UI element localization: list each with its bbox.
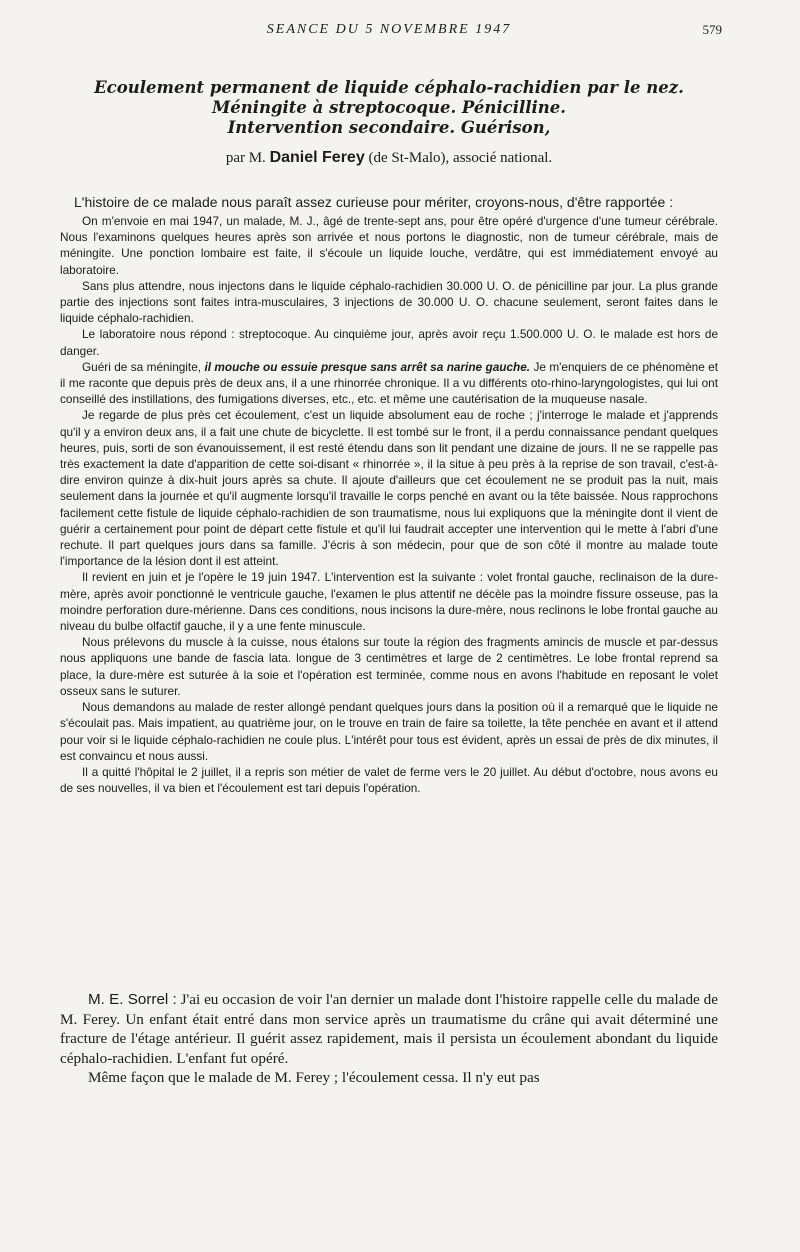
paragraph-3: Le laboratoire nous répond : streptocoque. Au cinquième jour, après avoir reçu 1.500.000 U. O. le malade est hors de danger. <box>60 327 718 358</box>
discussion-text-1: J'ai eu occasion de voir l'an dernier un malade dont l'histoire rappelle celle du malade de M. Ferey. Un enfant était entré dans mon service après un traumatisme du crâne qui avait déterminé une fracture de l'étage antérieur. Il guérit assez rapidement, mais il persista un écoulement abondant du liquide céphalo-rachidien. L'enfant fut opéré. <box>60 991 718 1067</box>
speaker-name: M. E. Sorrel : <box>88 991 177 1008</box>
title-line-2: Méningite à streptocoque. Pénicilline. <box>211 98 567 117</box>
discussion-paragraph-2: Même façon que le malade de M. Ferey ; l'écoulement cessa. Il n'y eut pas <box>88 1069 540 1087</box>
lead-paragraph: L'histoire de ce malade nous paraît assez curieuse pour mériter, croyons-nous, d'être rapportée : <box>74 194 674 210</box>
paragraph-8: Nous demandons au malade de rester allongé pendant quelques jours dans la position où il a remarqué que le liquide ne s'écoulait pas. Mais impatient, au quatrième jour, on le trouve en train de faire sa toilette, la tête penchée en avant et il attend pour voir si le liquide céphalo-rachidien ne coule plus. L'intérêt pour tous est évident, après un essai de près de dix minutes, il est convaincu et nous aussi. <box>60 700 718 763</box>
running-head <box>60 22 722 42</box>
discussion <box>60 990 718 1088</box>
paragraph-4-emphasis: il mouche ou essuie presque sans arrêt sa narine gauche. <box>204 359 531 374</box>
byline-suffix: (de St-Malo), associé national. <box>368 150 553 166</box>
paragraph-1: On m'envoie en mai 1947, un malade, M. J., âgé de trente-sept ans, pour être opéré d'urgence d'une tumeur cérébrale. Nous l'examinons quelques heures après son arrivée et nous portons le diagnostic, non de tumeur cérébrale, mais de méningite. Une ponction lombaire est faite, il s'écoule un liquide louche, verdâtre, qui est immédiatement envoyé au laboratoire. <box>60 214 718 277</box>
paragraph-4-start: Guéri de sa méningite, <box>82 359 205 374</box>
article-body <box>60 193 718 796</box>
article-title <box>60 78 718 138</box>
author-name: Daniel Ferey <box>269 149 365 166</box>
page-number: 579 <box>702 22 722 37</box>
discussion-paragraph-1 <box>60 990 718 1068</box>
byline-prefix: par M. <box>225 150 266 166</box>
title-line-1: Ecoulement permanent de liquide céphalo-rachidien par le nez. <box>94 78 684 97</box>
running-head-title: SEANCE DU 5 NOVEMBRE 1947 <box>266 22 512 37</box>
paragraph-7: Nous prélevons du muscle à la cuisse, nous étalons sur toute la région des fragments amincis de muscle et par-dessus nous appliquons une bande de fascia lata. longue de 3 centimètres et large de 2 centimètres. Le lobe frontal reprend sa place, la dure-mère est suturée à la soie et l'opération est terminée, comme nous en avons l'habitude en reposant le volet osseux sans le suturer. <box>60 635 718 698</box>
paragraph-4 <box>60 359 718 408</box>
paragraph-9: Il a quitté l'hôpital le 2 juillet, il a repris son métier de valet de ferme vers le 20 juillet. Au début d'octobre, nous avons eu de ses nouvelles, il va bien et l'écoulement est tari depuis l'opération. <box>60 764 718 796</box>
title-line-3: Intervention secondaire. Guérison, <box>227 118 551 137</box>
paragraph-6: Il revient en juin et je l'opère le 19 juin 1947. L'intervention est la suivante : volet frontal gauche, reclinaison de la dure-mère, après avoir ponctionné le ventricule gauche, l'examen le plus attentif ne décèle pas la moindre fissure osseuse, pas la moindre perforation dure-mérienne. Dans ces conditions, nous incisons la dure-mère, nous reclinons le lobe frontal gauche au niveau du bulbe olfactif gauche, il y a une fente minuscule. <box>60 570 718 634</box>
paragraph-4-rest: Je m'enquiers de ce phénomène et il me raconte que depuis près de deux ans, il a une rhinorrée chronique. Il a vu différents oto-rhino-laryngologistes, qui lui ont conseillé des instillations, des fumigations diverses, etc., etc. et même une cautérisation de la muqueuse nasale. <box>60 359 718 407</box>
paragraph-2: Sans plus attendre, nous injectons dans le liquide céphalo-rachidien 30.000 U. O. de pénicilline par jour. La plus grande partie des injections sont faites intra-musculaires, 3 injections de 30.000 U. O. chacune seulement, seront faites dans le liquide céphalo-rachidien. <box>60 278 718 326</box>
paragraph-5: Je regarde de plus près cet écoulement, c'est un liquide absolument eau de roche ; j'interroge le malade et j'apprends qu'il y a environ deux ans, il a fait une chute de bicyclette. Il est tombé sur le front, il a perdu connaissance pendant quelques heures, puis, sorti de son évanouissement, il est resté étendu dans son lit pendant une dizaine de jours. Il ne se rappelle pas très exactement la date d'apparition de cette soi-disant « rhinorrée », il la situe à peu près à la reprise de son travail, c'est-à-dire environ quinze à dix-huit jours après sa chute. Il ajoute d'ailleurs que cet écoulement ne se produit pas la nuit, mais seulement dans la journée et qu'il augmente lorsqu'il travaille le corps penché en avant ou la tête baissée. Nous rapprochons facilement cette fistule de liquide céphalo-rachidien de son traumatisme, nous lui expliquons que la méningite dont il vient de guérir a certainement pour point de départ cette fistule et qu'il lui faudrait accepter une intervention qui le mette à l'abri d'une rechute. Il part quelques jours dans sa famille. J'écris à son médecin, pour que de son côté il montre au malade toute l'importance de la lésion dont il est atteint. <box>60 408 718 569</box>
byline <box>60 149 718 167</box>
